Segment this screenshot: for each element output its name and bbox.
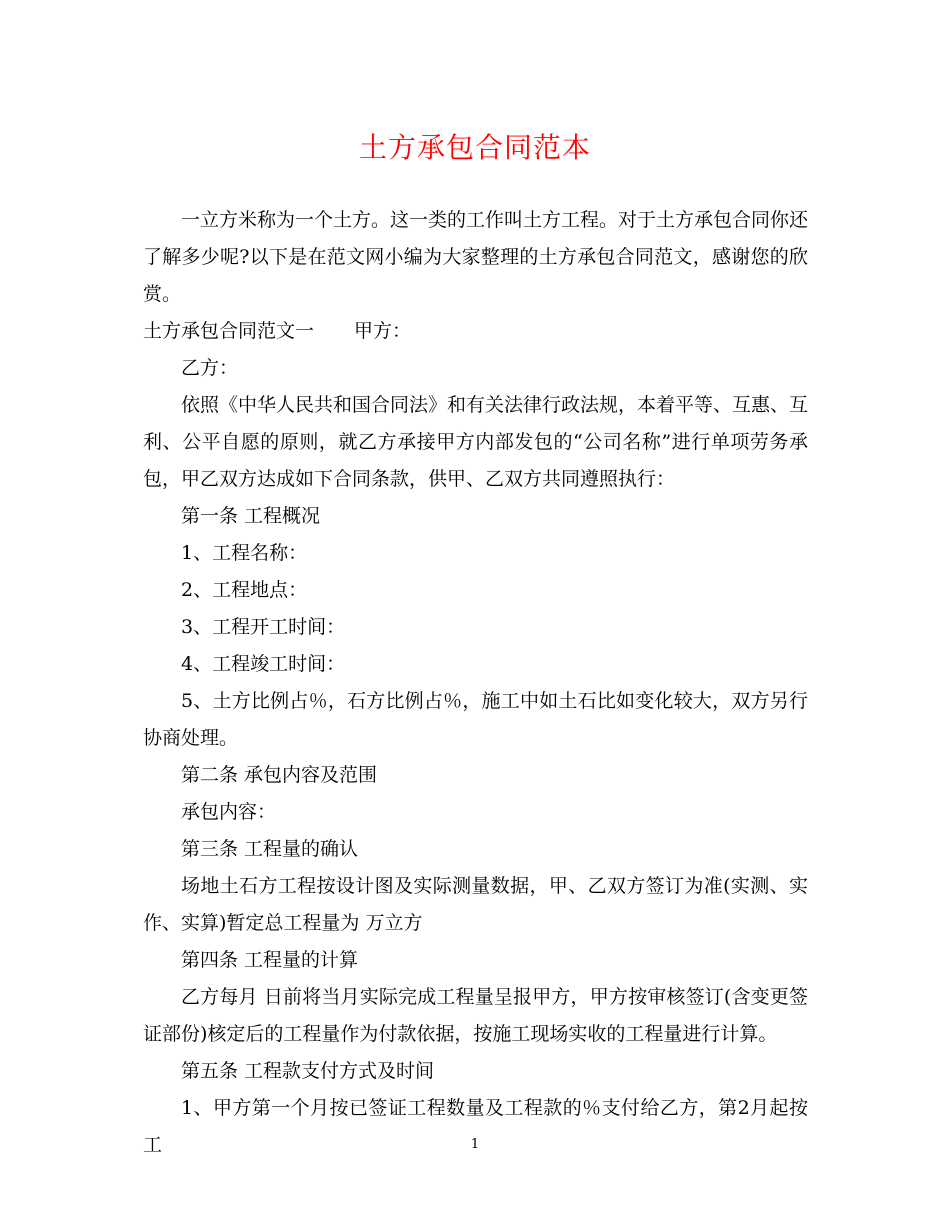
article-1-item: 2、工程地点：	[181, 579, 308, 601]
article-1-item: 4、工程竣工时间：	[181, 653, 346, 675]
article-2-content: 承包内容：	[181, 801, 277, 823]
party-a-label: 甲方：	[354, 320, 412, 342]
article-1-title: 第一条 工程概况	[181, 505, 321, 527]
article-2-title: 第二条 承包内容及范围	[181, 764, 378, 786]
document-body	[143, 202, 808, 1164]
article-3-title: 第三条 工程量的确认	[181, 838, 359, 860]
article-5-title: 第五条 工程款支付方式及时间	[181, 1060, 435, 1082]
intro-paragraph: 一立方米称为一个土方。这一类的工作叫土方工程。对于土方承包合同你还了解多少呢?以下是在范文网小编为大家整理的土方承包合同范文，感谢您的欣赏。	[143, 209, 809, 305]
document-title: 土方承包合同范本	[358, 131, 591, 164]
article-5-item: 1、甲方第一个月按已签证工程数量及工程款的％支付给乙方，第2月起按工	[143, 1097, 808, 1156]
article-1-item: 3、工程开工时间：	[181, 616, 346, 638]
article-3-content: 场地土石方工程按设计图及实际测量数据，甲、乙双方签订为准(实测、实作、实算)暂定总工程量为 万立方	[143, 875, 808, 934]
section-heading: 土方承包合同范文一	[143, 320, 315, 342]
article-4-title: 第四条 工程量的计算	[181, 949, 359, 971]
preamble-paragraph: 依照《中华人民共和国合同法》和有关法律行政法规，本着平等、互惠、互利、公平自愿的原则，就乙方承接甲方内部发包的“公司名称”进行单项劳务承包，甲乙双方达成如下合同条款，供甲、乙双方共同遵照执行：	[143, 394, 809, 490]
party-b-label: 乙方：	[181, 357, 239, 379]
article-1-item: 1、工程名称：	[181, 542, 308, 564]
article-1-item: 5、土方比例占％，石方比例占％，施工中如土石比如变化较大，双方另行协商处理。	[143, 690, 808, 749]
page-number: 1	[470, 1137, 480, 1152]
article-4-content: 乙方每月 日前将当月实际完成工程量呈报甲方，甲方按审核签订(含变更签证部份)核定后的工程量作为付款依据，按施工现场实收的工程量进行计算。	[143, 986, 808, 1045]
section-heading-line	[143, 313, 808, 350]
